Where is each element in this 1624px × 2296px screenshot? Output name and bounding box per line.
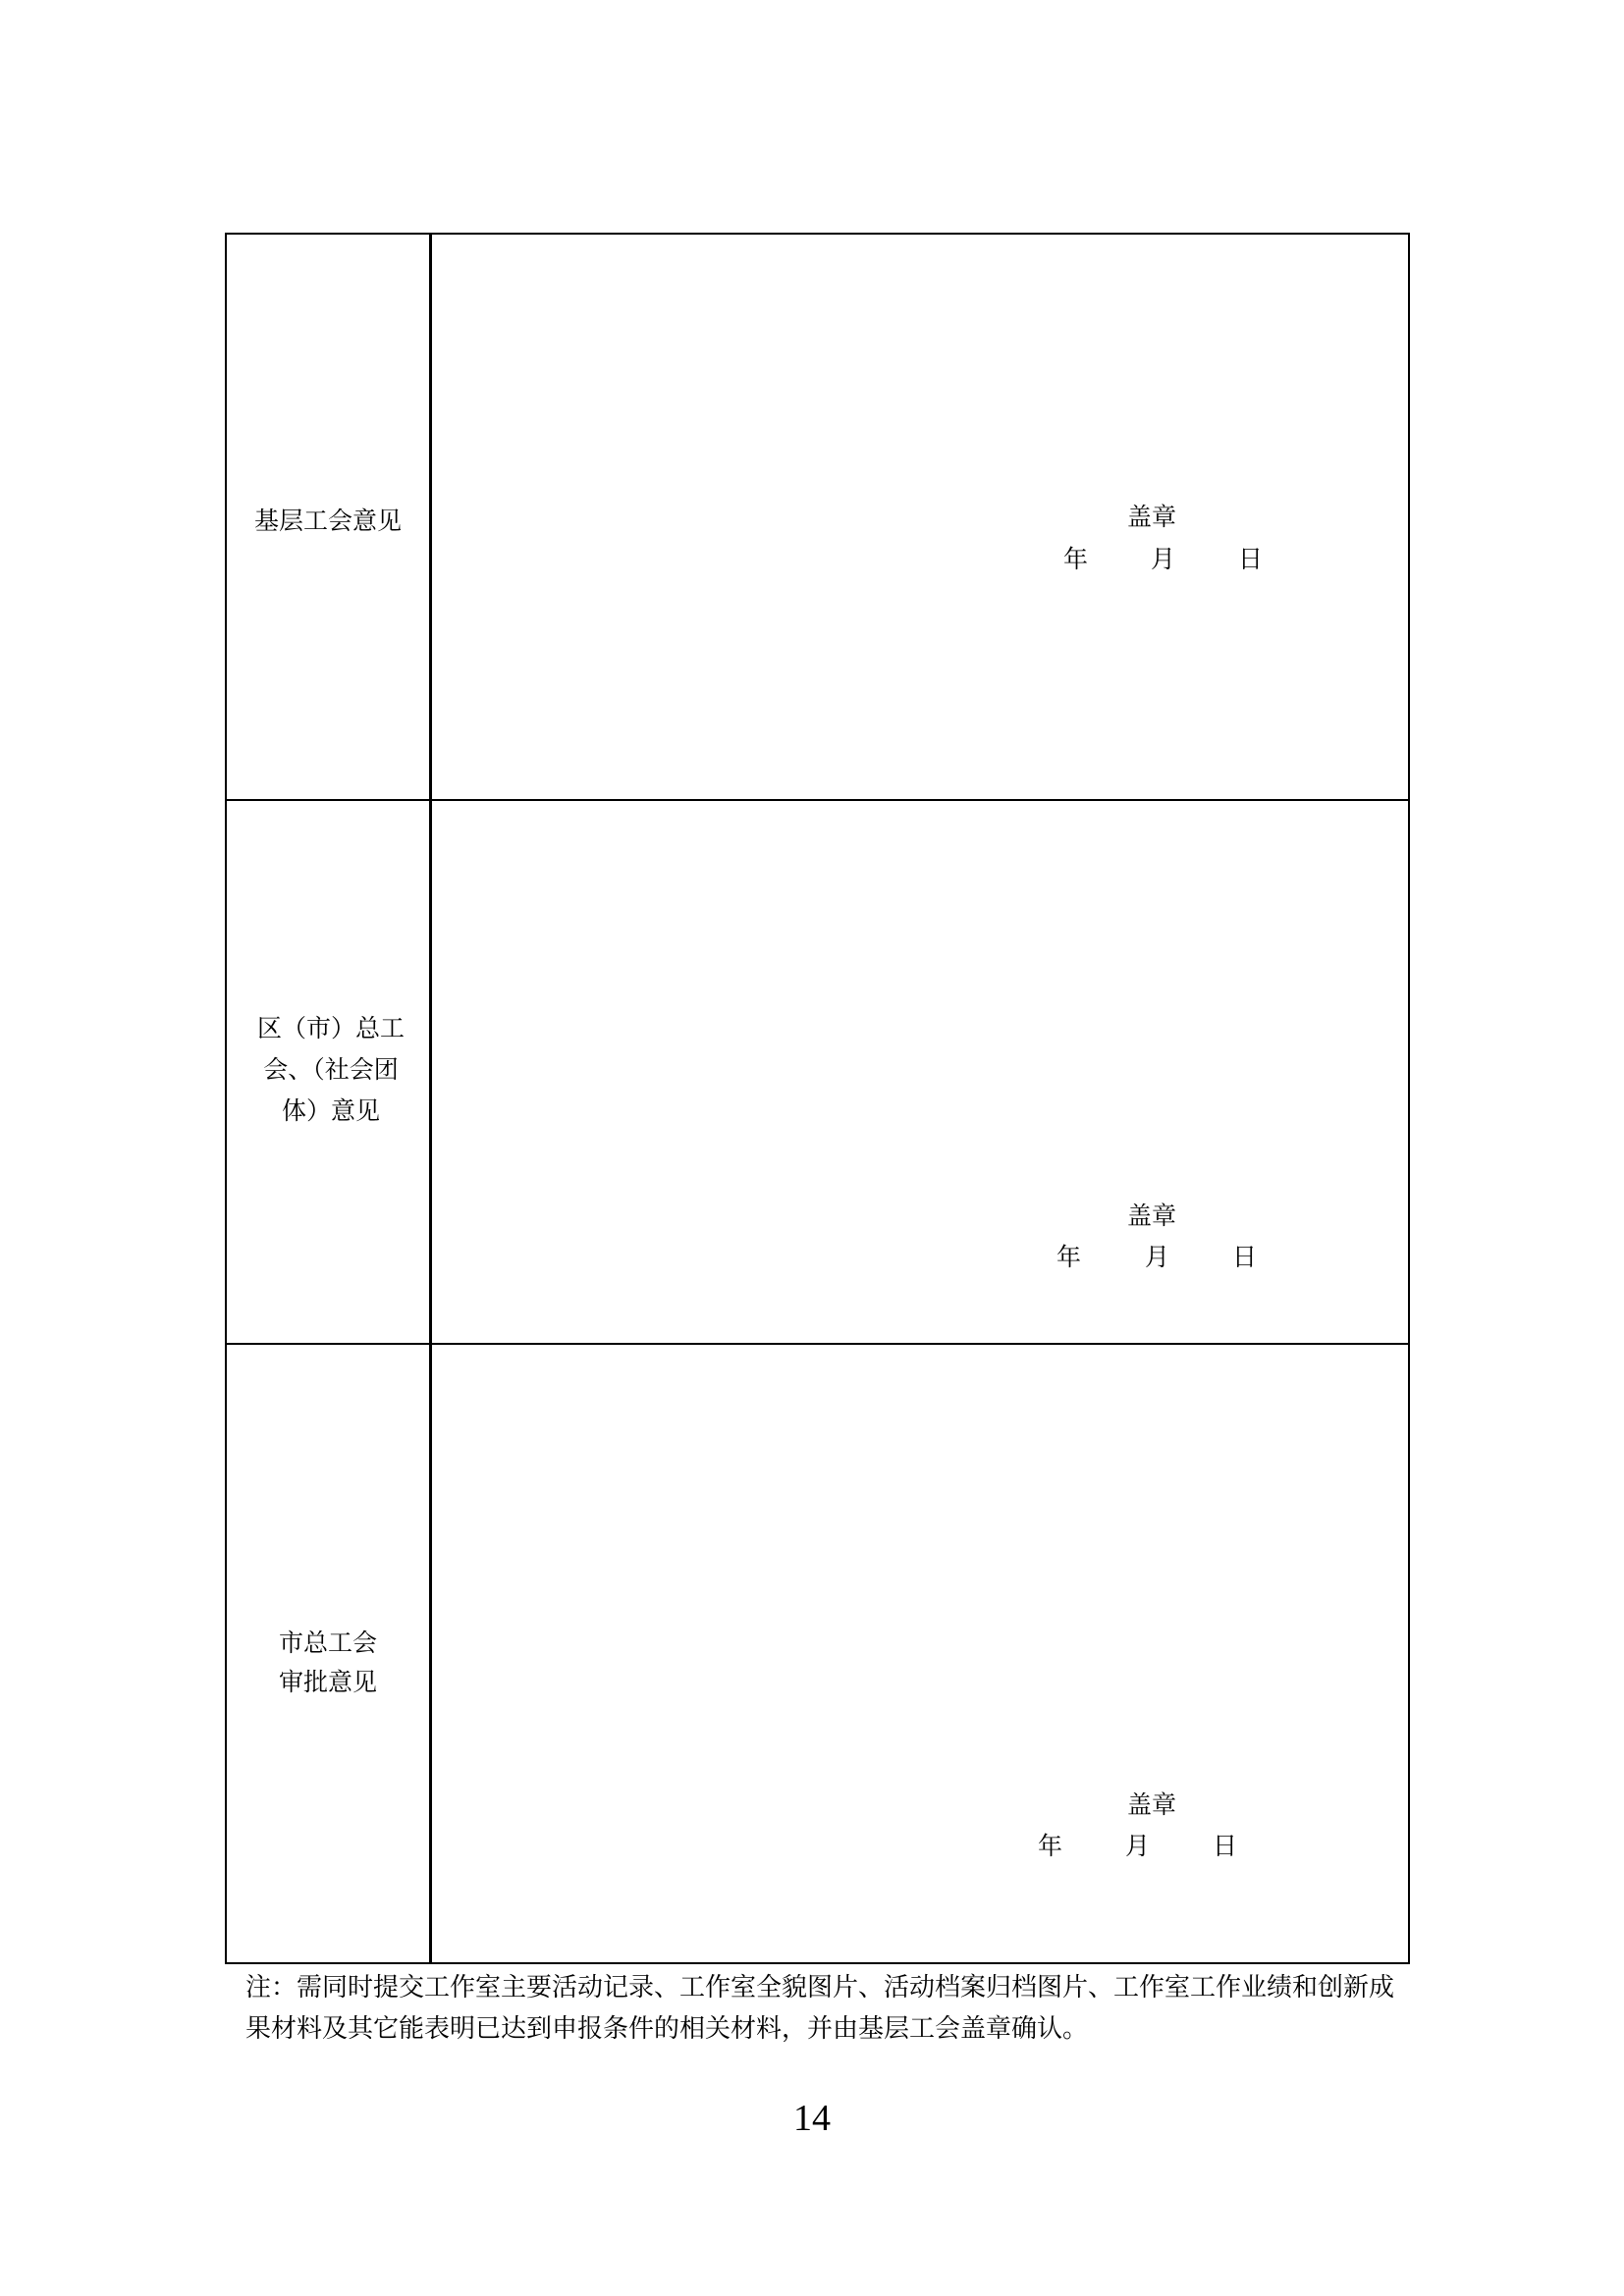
page-number: 14 bbox=[793, 2098, 831, 2139]
day-label: 日 bbox=[1232, 1243, 1258, 1271]
row-label-cell bbox=[227, 801, 432, 1343]
year-label: 年 bbox=[1056, 1243, 1082, 1271]
approval-form-table bbox=[225, 233, 1410, 1964]
city-union-row bbox=[227, 1345, 1408, 1964]
city-union-label: 市总工会 审批意见 bbox=[278, 1629, 377, 1696]
footnote: 注：需同时提交工作室主要活动记录、工作室全貌图片、活动档案归档图片、工作室工作业绩和创新成果材料及其它能表明已达到申报条件的相关材料，并由基层工会盖章确认。 bbox=[245, 1973, 1395, 2044]
year-label: 年 bbox=[1038, 1832, 1063, 1860]
month-label: 月 bbox=[1151, 545, 1176, 573]
stamp-label: 盖章 bbox=[1127, 1201, 1177, 1230]
stamp-label: 盖章 bbox=[1127, 1790, 1177, 1819]
district-union-label: 区（市）总工 会、（社会团 体）意见 bbox=[256, 1014, 405, 1125]
month-label: 月 bbox=[1145, 1243, 1170, 1271]
grassroots-union-label: 基层工会意见 bbox=[253, 507, 402, 535]
day-label: 日 bbox=[1213, 1832, 1238, 1860]
day-label: 日 bbox=[1238, 545, 1264, 573]
grassroots-union-row bbox=[227, 235, 1408, 801]
row-label-cell bbox=[227, 235, 432, 799]
stamp-label: 盖章 bbox=[1127, 503, 1177, 531]
row-label-cell bbox=[227, 1345, 432, 1964]
month-label: 月 bbox=[1125, 1832, 1151, 1860]
district-union-row bbox=[227, 801, 1408, 1345]
year-label: 年 bbox=[1063, 545, 1089, 573]
